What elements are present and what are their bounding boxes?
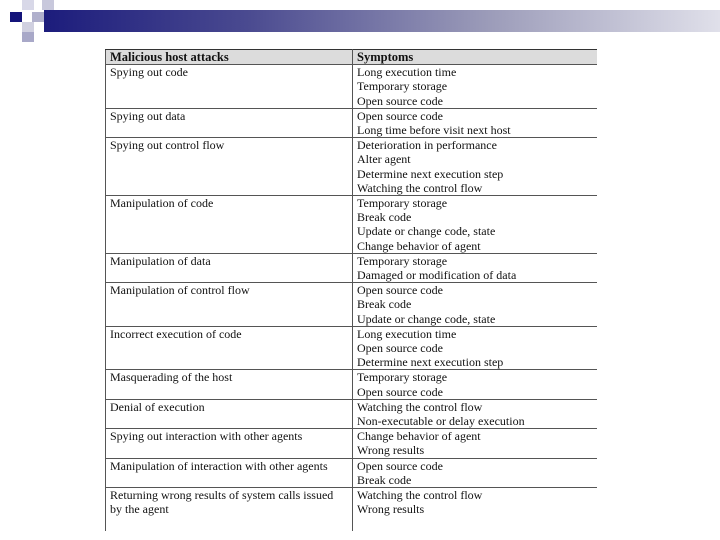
attack-text: Manipulation of data xyxy=(110,253,211,268)
table-row xyxy=(106,108,598,137)
symptom-text: Open source code xyxy=(357,384,443,399)
attack-cell xyxy=(106,138,353,196)
table-row xyxy=(106,196,598,254)
symptom-text: Watching the control flow xyxy=(357,180,483,195)
decor-square xyxy=(42,0,54,10)
table-row xyxy=(106,370,598,399)
attack-text: Returning wrong results of system calls issued xyxy=(110,488,334,503)
symptoms-cell xyxy=(353,399,598,428)
attack-cell xyxy=(106,326,353,370)
symptom-text: Temporary storage xyxy=(357,253,448,268)
symptoms-cell xyxy=(353,65,598,109)
attack-text: Manipulation of code xyxy=(110,196,214,211)
symptoms-cell xyxy=(353,429,598,458)
attack-cell xyxy=(106,196,353,254)
symptoms-cell xyxy=(353,488,598,531)
symptom-text: Change behavior of agent xyxy=(357,429,481,444)
attack-text: Masquerading of the host xyxy=(110,370,233,385)
symptom-text: Open source code xyxy=(357,458,443,473)
symptom-text: Open source code xyxy=(357,108,443,123)
symptoms-cell xyxy=(353,253,598,282)
table-row xyxy=(106,429,598,458)
symptom-text: Non-executable or delay execution xyxy=(357,414,525,429)
symptom-text: Deterioration in performance xyxy=(357,138,497,153)
symptom-text: Long execution time xyxy=(357,65,457,80)
title-banner-bar xyxy=(44,10,720,32)
symptom-text: Temporary storage xyxy=(357,79,448,94)
symptom-text: Alter agent xyxy=(357,152,411,167)
attack-cell xyxy=(106,370,353,399)
decor-square xyxy=(22,0,34,10)
symptom-text: Determine next execution step xyxy=(357,166,504,181)
symptom-text: Long execution time xyxy=(357,326,457,341)
table-row xyxy=(106,283,598,327)
symptom-text: Change behavior of agent xyxy=(357,238,481,253)
symptoms-cell xyxy=(353,370,598,399)
symptoms-cell xyxy=(353,196,598,254)
attack-text: Incorrect execution of code xyxy=(110,326,242,341)
symptom-text: Break code xyxy=(357,472,412,487)
table-row xyxy=(106,488,598,531)
attacks-table xyxy=(105,49,597,531)
attack-cell xyxy=(106,108,353,137)
attack-cell xyxy=(106,283,353,327)
attack-text: by the agent xyxy=(110,502,169,517)
attack-cell xyxy=(106,488,353,531)
decor-square xyxy=(22,22,34,32)
symptom-text: Wrong results xyxy=(357,502,425,517)
attack-text: Manipulation of control flow xyxy=(110,283,250,298)
decor-square xyxy=(32,12,44,22)
symptom-text: Damaged or modification of data xyxy=(357,268,517,283)
attack-cell xyxy=(106,65,353,109)
table-row xyxy=(106,253,598,282)
symptoms-cell xyxy=(353,108,598,137)
attack-text: Spying out data xyxy=(110,108,186,123)
symptom-text: Watching the control flow xyxy=(357,399,483,414)
table-row xyxy=(106,399,598,428)
symptom-text: Break code xyxy=(357,210,412,225)
decor-square xyxy=(10,12,22,22)
symptom-text: Break code xyxy=(357,297,412,312)
attack-text: Manipulation of interaction with other agents xyxy=(110,458,328,473)
table-row xyxy=(106,65,598,109)
attack-text: Spying out control flow xyxy=(110,138,225,153)
header-symptoms: Symptoms xyxy=(353,50,598,65)
attack-cell xyxy=(106,429,353,458)
symptom-text: Temporary storage xyxy=(357,370,448,385)
symptoms-cell xyxy=(353,138,598,196)
table-row xyxy=(106,458,598,487)
symptom-text: Update or change code, state xyxy=(357,224,496,239)
attack-text: Denial of execution xyxy=(110,399,205,414)
attack-text: Spying out interaction with other agents xyxy=(110,429,303,444)
symptom-text: Long time before visit next host xyxy=(357,123,511,138)
header-attacks: Malicious host attacks xyxy=(106,50,353,65)
symptom-text: Watching the control flow xyxy=(357,488,483,503)
symptom-text: Open source code xyxy=(357,93,443,108)
attack-cell xyxy=(106,458,353,487)
attack-cell xyxy=(106,399,353,428)
symptom-text: Open source code xyxy=(357,283,443,298)
attack-text: Spying out code xyxy=(110,65,188,80)
symptom-text: Wrong results xyxy=(357,443,425,458)
symptoms-cell xyxy=(353,326,598,370)
symptom-text: Open source code xyxy=(357,341,443,356)
table-row xyxy=(106,138,598,196)
attack-cell xyxy=(106,253,353,282)
symptoms-cell xyxy=(353,458,598,487)
symptoms-cell xyxy=(353,283,598,327)
symptom-text: Determine next execution step xyxy=(357,355,504,370)
table-row xyxy=(106,326,598,370)
decor-square xyxy=(22,32,34,42)
table-header-row xyxy=(106,50,598,65)
symptom-text: Update or change code, state xyxy=(357,311,496,326)
symptom-text: Temporary storage xyxy=(357,196,448,211)
